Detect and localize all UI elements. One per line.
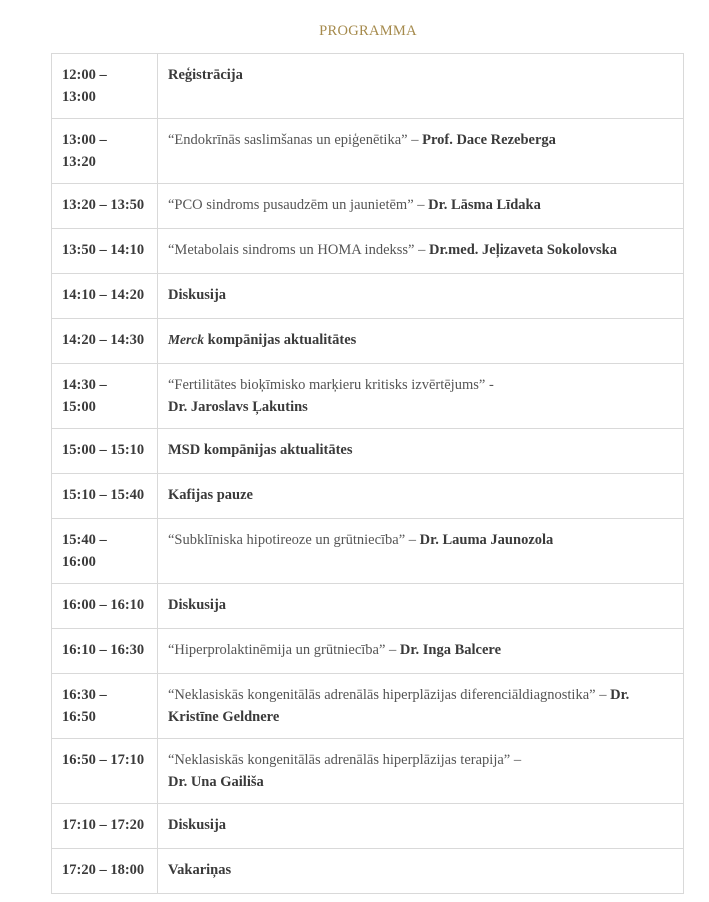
time-slot: 17:10 – 17:20 [52, 804, 158, 849]
time-slot: 16:00 – 16:10 [52, 584, 158, 629]
event-emphasis: Kafijas pauze [168, 487, 253, 503]
time-slot: 13:20 – 13:50 [52, 184, 158, 229]
program-row [52, 229, 684, 274]
program-row [52, 519, 684, 584]
event-emphasis: Reģistrācija [168, 67, 243, 83]
time-slot: 15:00 – 15:10 [52, 429, 158, 474]
event-emphasis: Dr.med. Jeļizaveta Sokolovska [428, 242, 617, 258]
event-title: “PCO sindroms pusaudzēm un jaunietēm” – [168, 197, 429, 213]
event-title: “Neklasiskās kongenitālās adrenālās hiperplāzijas terapija” – [168, 752, 522, 768]
event-description [158, 119, 684, 184]
event-emphasis: kompānijas aktualitātes [204, 332, 357, 348]
event-emphasis: Prof. Dace Rezeberga [422, 132, 556, 148]
event-description [158, 849, 684, 894]
event-description [158, 584, 684, 629]
program-row [52, 364, 684, 429]
program-row [52, 804, 684, 849]
event-description [158, 674, 684, 739]
time-slot: 15:10 – 15:40 [52, 474, 158, 519]
program-table [51, 53, 684, 894]
event-title: “Hiperprolaktinēmija un grūtniecība” – [168, 642, 400, 658]
event-description [158, 739, 684, 804]
program-row [52, 674, 684, 739]
event-description [158, 319, 684, 364]
event-title: “Subklīniska hipotireoze un grūtniecība” – [168, 532, 420, 548]
time-slot: 13:00 – 13:20 [52, 119, 158, 184]
event-emphasis: Merck [168, 332, 204, 347]
event-emphasis: Diskusija [168, 287, 227, 303]
time-slot: 17:20 – 18:00 [52, 849, 158, 894]
event-description [158, 274, 684, 319]
time-slot: 12:00 – 13:00 [52, 54, 158, 119]
event-emphasis: Diskusija [168, 817, 227, 833]
event-emphasis: MSD kompānijas aktualitātes [168, 442, 353, 458]
time-slot: 16:50 – 17:10 [52, 739, 158, 804]
program-row [52, 184, 684, 229]
event-description [158, 429, 684, 474]
event-description [158, 54, 684, 119]
event-description [158, 184, 684, 229]
program-row [52, 849, 684, 894]
program-row [52, 429, 684, 474]
program-row [52, 119, 684, 184]
program-row [52, 274, 684, 319]
event-emphasis: Dr. Kristīne Geldnere [168, 687, 630, 725]
event-emphasis: Diskusija [168, 597, 227, 613]
program-table-body [52, 54, 684, 894]
event-description [158, 364, 684, 429]
event-emphasis: Vakariņas [168, 862, 232, 878]
time-slot: 15:40 – 16:00 [52, 519, 158, 584]
event-emphasis: Dr. Lāsma Līdaka [428, 197, 541, 213]
time-slot: 16:30 – 16:50 [52, 674, 158, 739]
event-description [158, 519, 684, 584]
time-slot: 14:30 – 15:00 [52, 364, 158, 429]
time-slot: 14:20 – 14:30 [52, 319, 158, 364]
program-row [52, 319, 684, 364]
program-row [52, 584, 684, 629]
event-description [158, 474, 684, 519]
event-title: “Neklasiskās kongenitālās adrenālās hiperplāzijas diferenciāldiagnostika” – [168, 687, 611, 703]
event-description [158, 804, 684, 849]
page-title: PROGRAMMA [319, 23, 417, 39]
event-title: “Metabolais sindroms un HOMA indekss” – [168, 242, 429, 258]
time-slot: 13:50 – 14:10 [52, 229, 158, 274]
event-title: “Endokrīnās saslimšanas un epiģenētika” – [168, 132, 423, 148]
event-description [158, 229, 684, 274]
event-emphasis: Dr. Lauma Jaunozola [419, 532, 554, 548]
program-row [52, 474, 684, 519]
program-row [52, 629, 684, 674]
event-emphasis: Dr. Jaroslavs Ļakutins [168, 399, 308, 415]
event-emphasis: Dr. Una Gailiša [168, 774, 264, 790]
time-slot: 14:10 – 14:20 [52, 274, 158, 319]
program-row [52, 54, 684, 119]
event-description [158, 629, 684, 674]
program-row [52, 739, 684, 804]
event-emphasis: Dr. Inga Balcere [399, 642, 502, 658]
time-slot: 16:10 – 16:30 [52, 629, 158, 674]
event-title: “Fertilitātes bioķīmisko marķieru kritisks izvērtējums” - [168, 377, 494, 393]
